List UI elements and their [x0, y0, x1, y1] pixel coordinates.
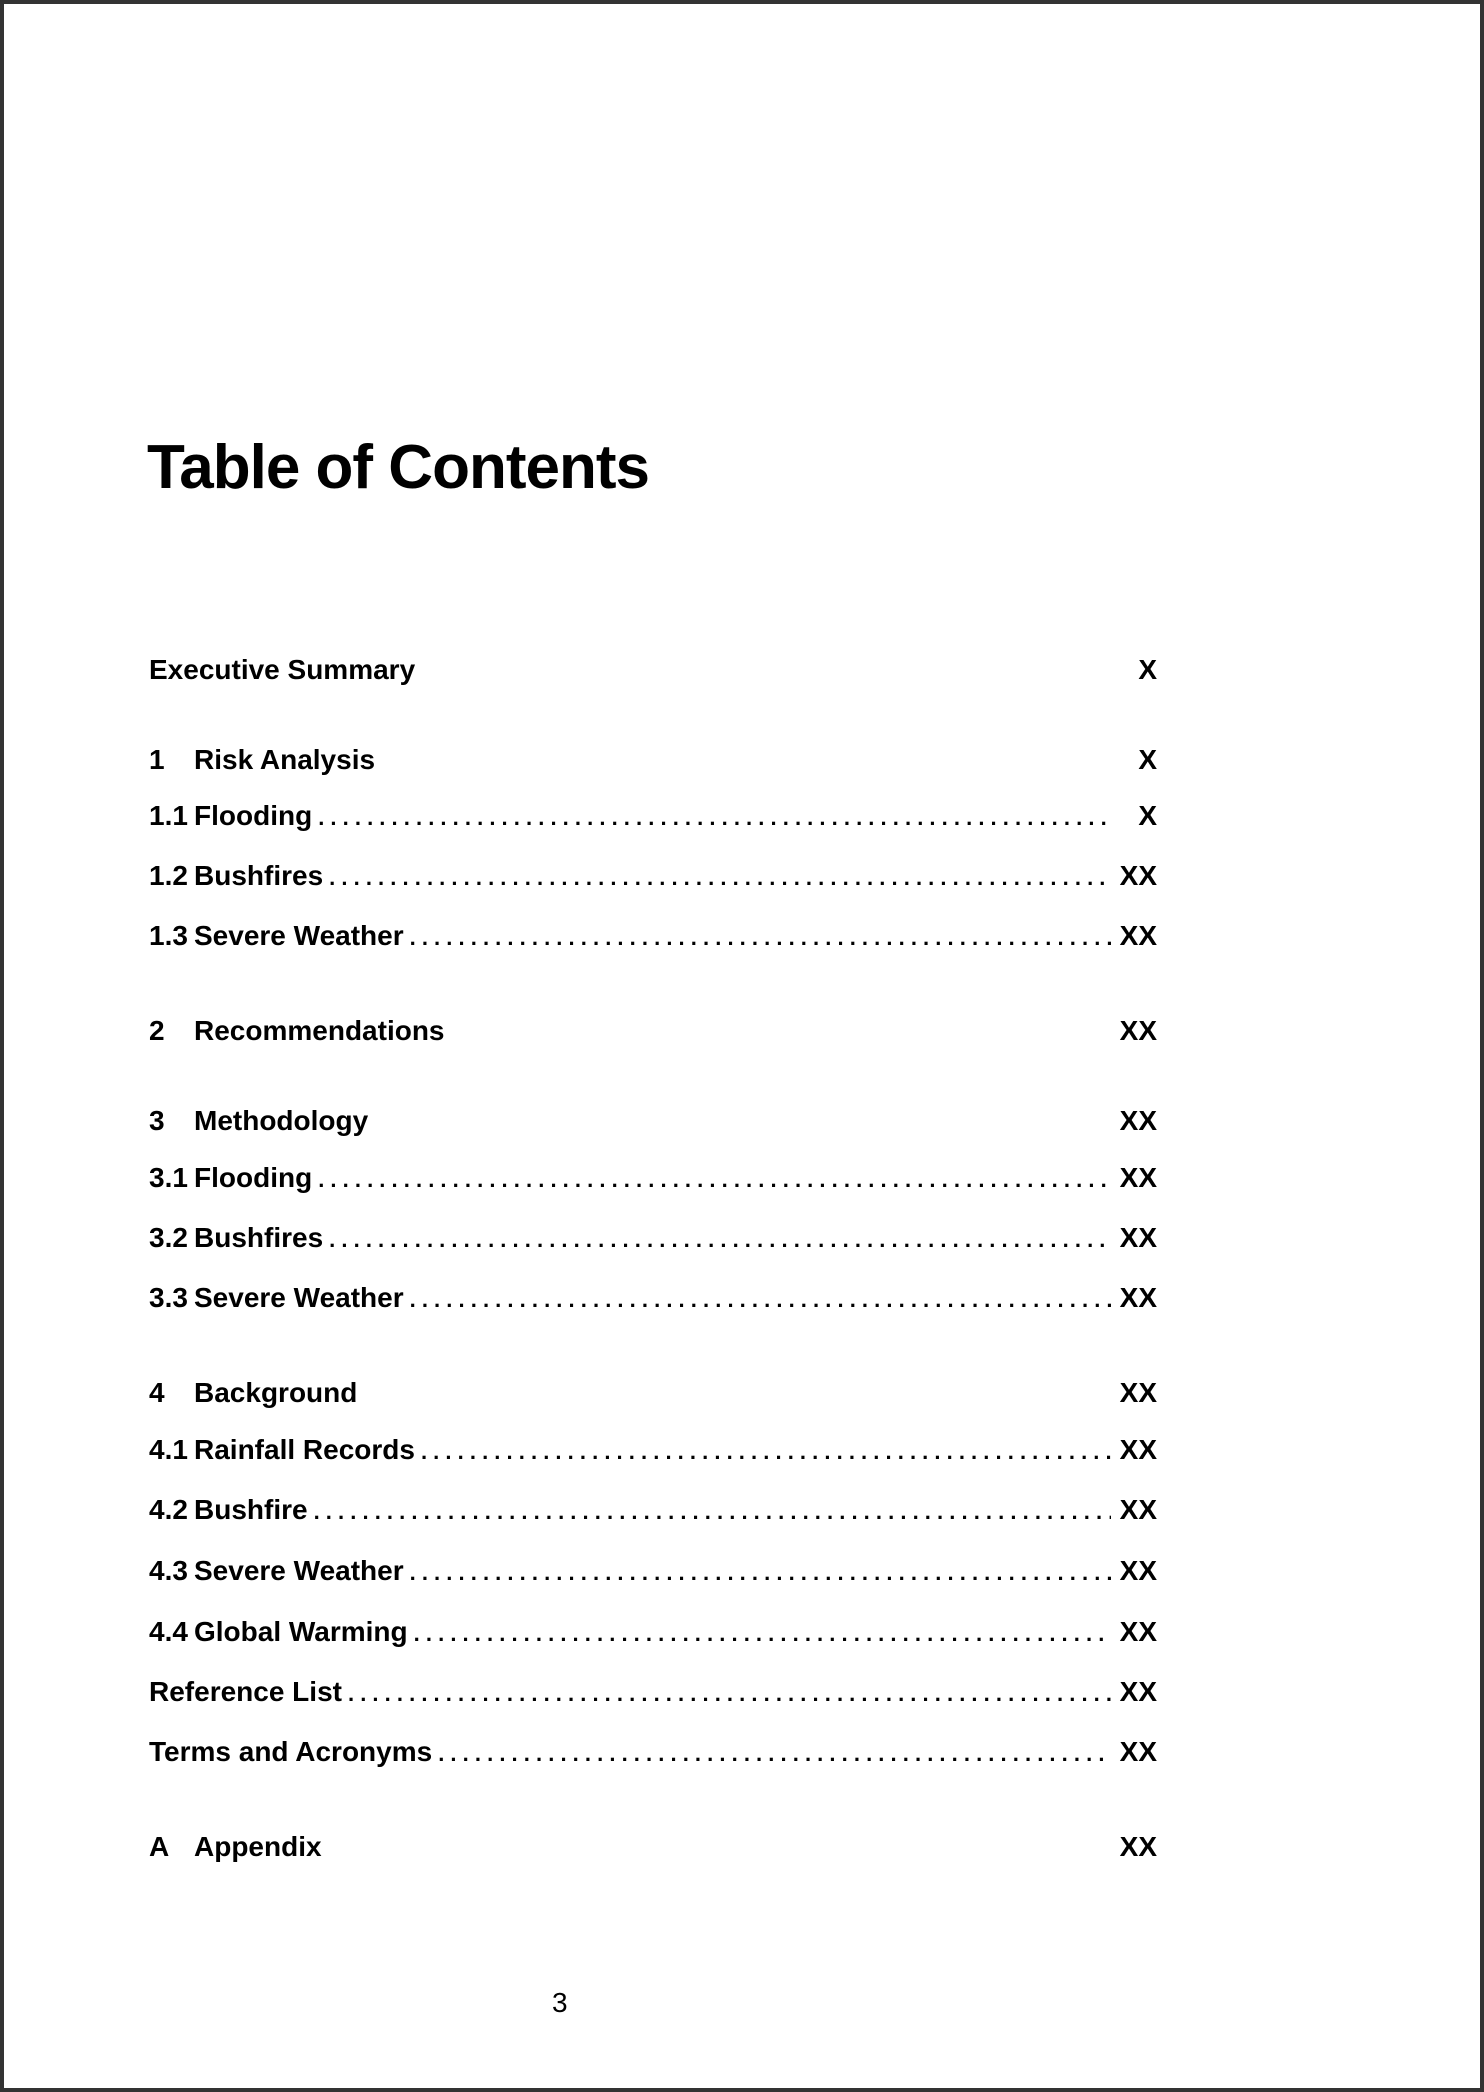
toc-entry-global-warming[interactable]	[149, 1618, 1157, 1646]
toc-entry-label: Rainfall Records	[194, 1434, 415, 1465]
toc-entry-label: Appendix	[194, 1831, 322, 1862]
toc-entry-label: Severe Weather	[194, 920, 404, 951]
toc-entry-methodology-bushfires[interactable]	[149, 1224, 1157, 1252]
toc-entry-page: XX	[1119, 1736, 1157, 1767]
toc-entry-label: Severe Weather	[194, 1555, 404, 1586]
toc-entry-page: XX	[1119, 1377, 1157, 1408]
toc-entry-label: Bushfires	[194, 1222, 324, 1253]
toc-entry-methodology[interactable]	[149, 1107, 1157, 1135]
toc-entry-label: Bushfire	[194, 1494, 308, 1525]
toc-entry-number: 1	[149, 744, 165, 775]
toc-entry-background-severe-weather[interactable]	[149, 1557, 1157, 1585]
dot-leader	[329, 1229, 1111, 1251]
toc-entry-label: Flooding	[194, 1162, 313, 1193]
toc-entry-page: X	[1138, 744, 1157, 775]
toc-entry-risk-analysis[interactable]	[149, 746, 1157, 774]
toc-entry-page: XX	[1119, 1555, 1157, 1586]
toc-entry-page: XX	[1119, 1434, 1157, 1465]
toc-entry-page: XX	[1119, 920, 1157, 951]
toc-entry-methodology-flooding[interactable]	[149, 1164, 1157, 1192]
toc-entry-rainfall-records[interactable]	[149, 1436, 1157, 1464]
toc-entry-terms-and-acronyms[interactable]	[149, 1738, 1157, 1766]
toc-entry-number: 3.2	[149, 1222, 188, 1253]
toc-entry-label: Flooding	[194, 800, 313, 831]
toc-entry-label: Global Warming	[194, 1616, 408, 1647]
toc-entry-page: XX	[1119, 1105, 1157, 1136]
dot-leader	[318, 1169, 1111, 1191]
toc-entry-label: Bushfires	[194, 860, 324, 891]
toc-entry-page: X	[1138, 800, 1157, 831]
toc-entry-number: 3.3	[149, 1282, 188, 1313]
toc-entry-label: Severe Weather	[194, 1282, 404, 1313]
toc-entry-number: 3.1	[149, 1162, 188, 1193]
toc-entry-number: 3	[149, 1105, 165, 1136]
dot-leader	[329, 867, 1111, 889]
toc-entry-label: Background	[194, 1377, 358, 1408]
toc-entry-recommendations[interactable]	[149, 1017, 1157, 1045]
toc-entry-number: 4.2	[149, 1494, 188, 1525]
toc-entry-page: XX	[1119, 1282, 1157, 1313]
dot-leader	[314, 1501, 1111, 1523]
toc-entry-label: Methodology	[194, 1105, 369, 1136]
toc-entry-number: 4.4	[149, 1616, 188, 1647]
toc-entry-page: XX	[1119, 1616, 1157, 1647]
toc-entry-executive-summary[interactable]	[149, 656, 1157, 684]
toc-entry-page: XX	[1119, 1831, 1157, 1862]
toc-entry-label: Risk Analysis	[194, 744, 376, 775]
dot-leader	[318, 807, 1111, 829]
toc-entry-number: 1.3	[149, 920, 188, 951]
toc-entry-number: 2	[149, 1015, 165, 1046]
toc-entry-page: XX	[1119, 1222, 1157, 1253]
page-title: Table of Contents	[147, 433, 649, 502]
toc-entry-appendix[interactable]	[149, 1833, 1157, 1861]
dot-leader	[438, 1743, 1111, 1765]
toc-entry-number: 4.3	[149, 1555, 188, 1586]
toc-entry-label: Terms and Acronyms	[149, 1736, 433, 1767]
dot-leader	[348, 1683, 1111, 1705]
dot-leader	[421, 1441, 1111, 1463]
toc-entry-page: XX	[1119, 1162, 1157, 1193]
toc-entry-page: XX	[1119, 1015, 1157, 1046]
toc-entry-number: 1.2	[149, 860, 188, 891]
toc-entry-label: Reference List	[149, 1676, 342, 1707]
dot-leader	[410, 1289, 1111, 1311]
dot-leader	[410, 927, 1111, 949]
toc-entry-page: XX	[1119, 860, 1157, 891]
toc-entry-methodology-severe-weather[interactable]	[149, 1284, 1157, 1312]
toc-entry-number: 4.1	[149, 1434, 188, 1465]
toc-entry-page: XX	[1119, 1494, 1157, 1525]
toc-entry-background[interactable]	[149, 1379, 1157, 1407]
toc-entry-number: A	[149, 1831, 170, 1862]
toc-entry-number: 4	[149, 1377, 165, 1408]
page-number: 3	[552, 1987, 568, 2018]
dot-leader	[410, 1562, 1111, 1584]
toc-entry-bushfires[interactable]	[149, 862, 1157, 890]
toc-entry-flooding[interactable]	[149, 802, 1157, 830]
toc-entry-background-bushfire[interactable]	[149, 1496, 1157, 1524]
toc-entry-page: XX	[1119, 1676, 1157, 1707]
toc-entry-reference-list[interactable]	[149, 1678, 1157, 1706]
toc-entry-severe-weather[interactable]	[149, 922, 1157, 950]
toc-entry-label: Executive Summary	[149, 654, 416, 685]
toc-entry-label: Recommendations	[194, 1015, 445, 1046]
dot-leader	[414, 1623, 1111, 1645]
toc-entry-page: X	[1138, 654, 1157, 685]
toc-entry-number: 1.1	[149, 800, 188, 831]
